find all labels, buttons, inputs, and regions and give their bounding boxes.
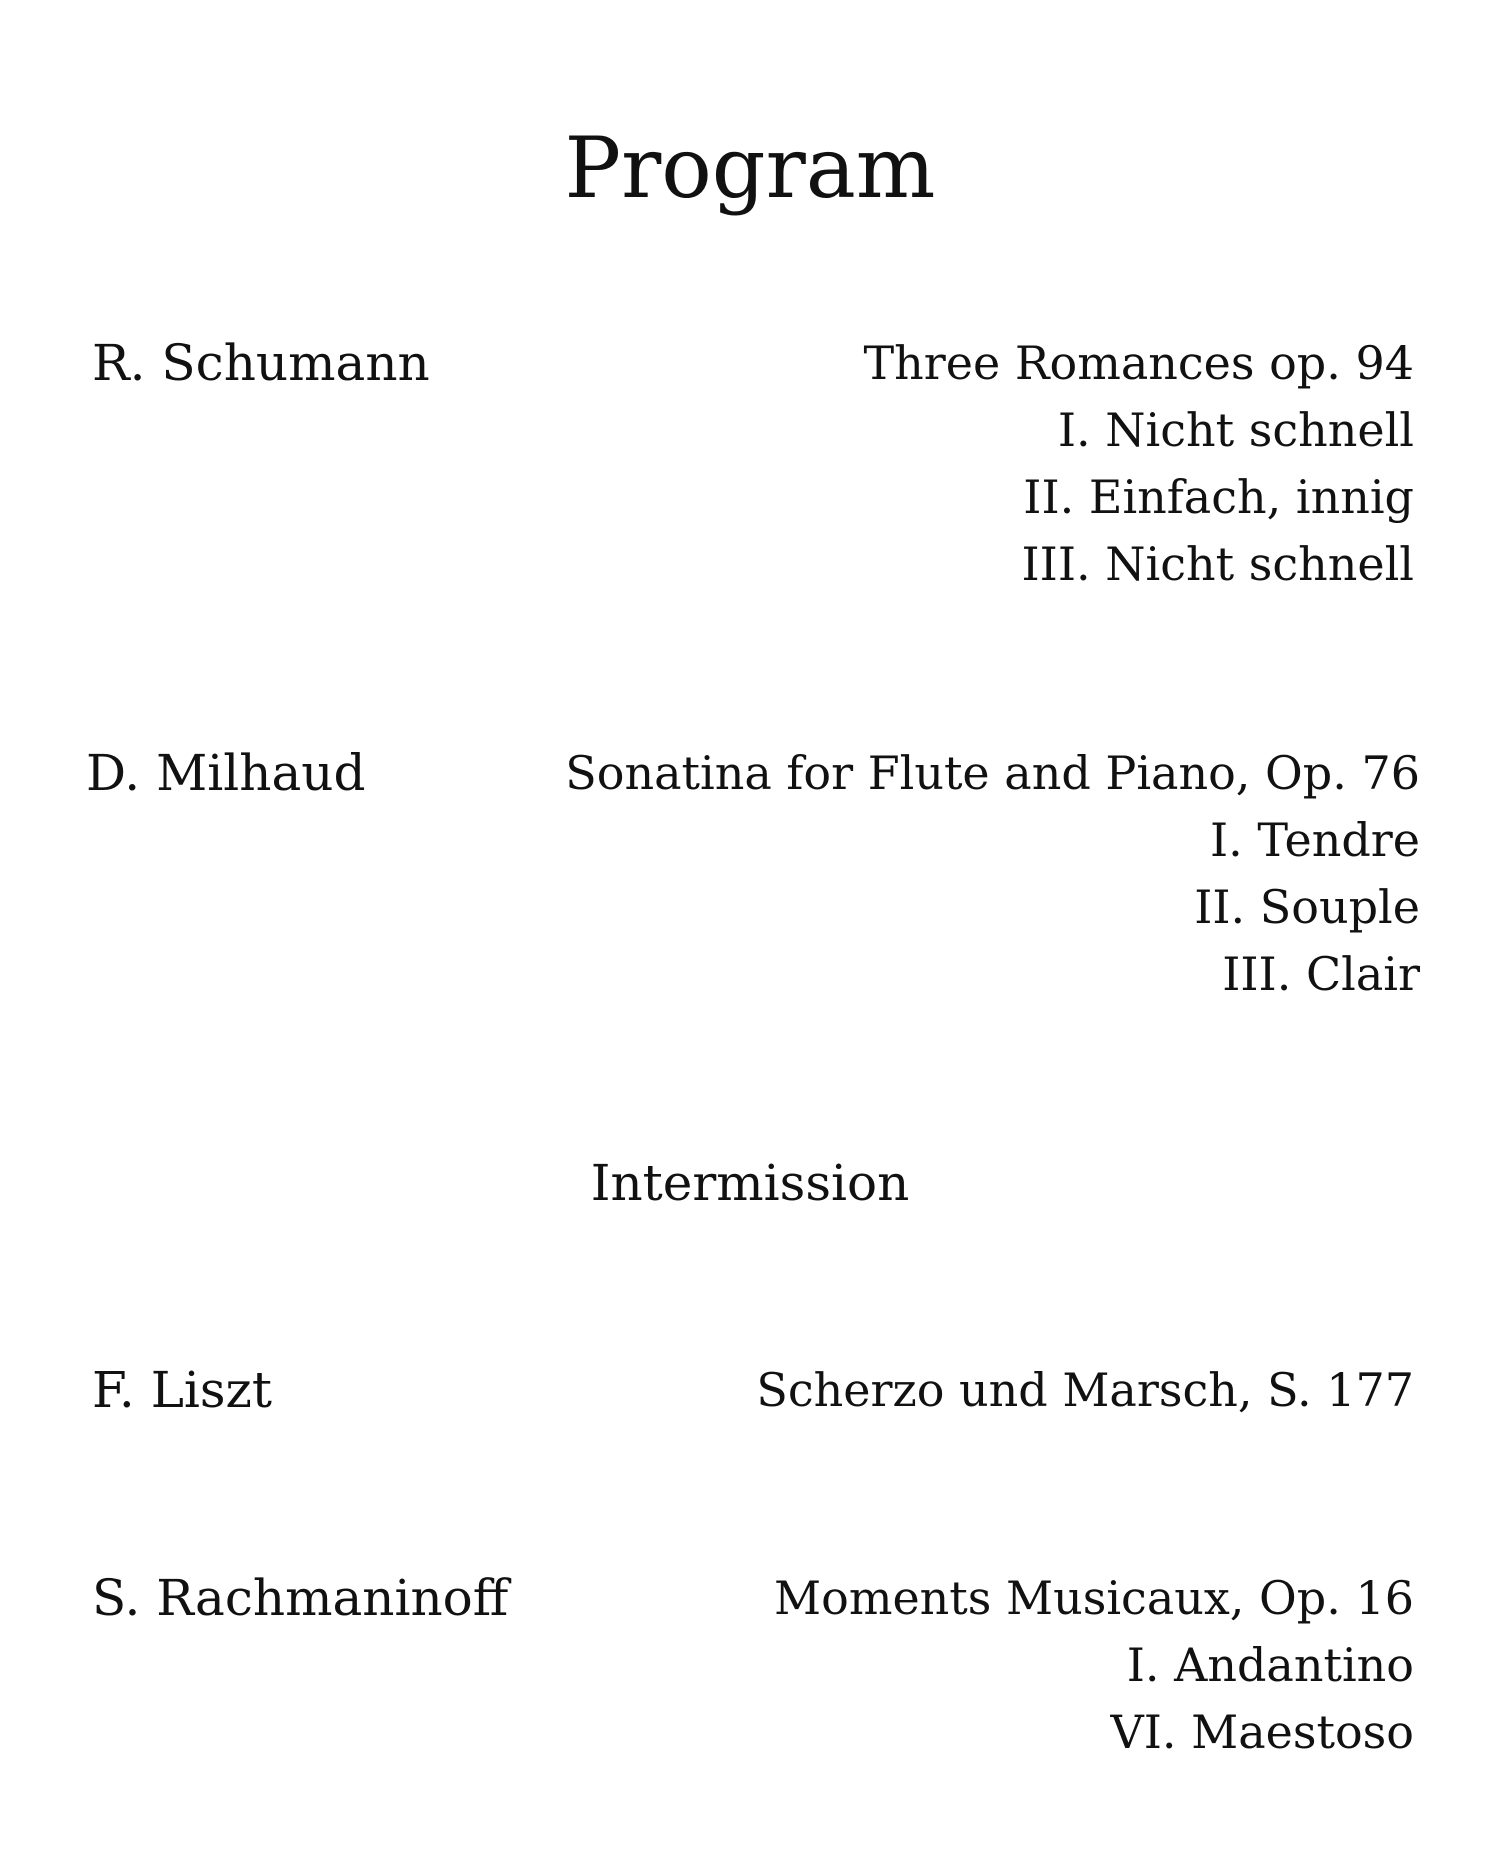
work-title: Three Romances op. 94 [863,336,1414,390]
composer-name: S. Rachmaninoff [92,1569,509,1627]
intermission-label: Intermission [590,1154,910,1212]
work-block [565,740,1420,1008]
work-title: Moments Musicaux, Op. 16 [774,1571,1414,1625]
movement: III. Nicht schnell [1021,537,1414,591]
movement: II. Einfach, innig [1023,470,1414,524]
work-block [864,330,1415,598]
movement: III. Clair [1222,947,1420,1001]
work-block [774,1565,1414,1766]
work-block [756,1357,1414,1424]
work-title: Scherzo und Marsch, S. 177 [756,1363,1414,1417]
movement: II. Souple [1194,880,1420,934]
movement: I. Andantino [1126,1638,1414,1692]
composer-name: D. Milhaud [86,744,366,802]
page-title: Program [564,119,936,217]
composer-name: R. Schumann [92,334,430,392]
movement: I. Tendre [1209,813,1420,867]
composer-name: F. Liszt [92,1361,272,1419]
work-title: Sonatina for Flute and Piano, Op. 76 [565,746,1420,800]
movement: I. Nicht schnell [1057,403,1414,457]
movement: VI. Maestoso [1110,1705,1414,1759]
